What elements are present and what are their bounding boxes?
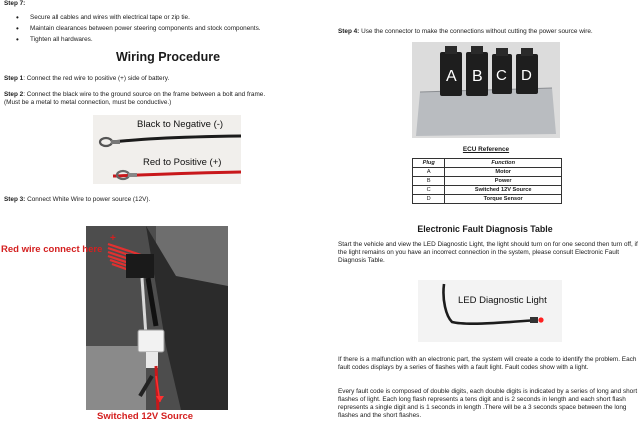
ecu-reference-table: [412, 158, 562, 204]
switched-12v-callout: Switched 12V Source: [97, 411, 194, 422]
fault-code-paragraph: Every fault code is composed of double digits, each double digits is indicated by a series of long and short flashes of light. Each long flash represents a tens digit and is 2 seconds in length and each short flash represents a single digit and is 1 seconds in length .There will be a 3 seconds space between the long flashes and the short flashes.: [338, 388, 638, 419]
plus-marker: +: [110, 233, 116, 244]
plug-cell: D: [413, 195, 445, 204]
ecu-reference-title: ECU Reference: [462, 146, 510, 153]
function-cell: Torque Sensor: [445, 195, 562, 204]
table-row: [413, 186, 562, 195]
step-3-body: Connect White Wire to power source (12V).: [25, 196, 151, 203]
step-3-text: [4, 196, 150, 204]
led-diagnostic-label: LED Diagnostic Light: [458, 295, 547, 306]
table-row: [413, 195, 562, 204]
step-2-body: : Connect the black wire to the ground source on the frame between a bolt and frame.: [23, 91, 266, 98]
step-7-label: Step 7:: [4, 0, 26, 7]
step-1-body: : Connect the red wire to positive (+) side of battery.: [23, 75, 170, 82]
function-cell: Power: [445, 177, 562, 186]
step-2-note: (Must be a metal to metal connection, must be conductive.): [4, 99, 172, 106]
step-4-label: Step 4:: [338, 28, 360, 35]
step-2-text: [4, 91, 324, 107]
table-header-plug: Plug: [413, 159, 445, 168]
list-item: • Tighten all hardwares.: [16, 36, 261, 44]
step-1-label: Step 1: [4, 75, 24, 82]
function-cell: Motor: [445, 168, 562, 177]
red-positive-label: Red to Positive (+): [143, 157, 222, 168]
function-cell: Switched 12V Source: [445, 186, 562, 195]
step-4-body: Use the connector to make the connections without cutting the power source wire.: [359, 28, 593, 35]
list-item: • Maintain clearances between power steering components and stock components.: [16, 25, 261, 33]
step-3-label: Step 3:: [4, 196, 26, 203]
table-header-function: Function: [445, 159, 562, 168]
led-wire-illustration: [418, 280, 562, 342]
connector-letter-a: A: [446, 68, 457, 85]
step-1-text: [4, 75, 169, 83]
connector-letter-d: D: [521, 67, 532, 84]
list-item: • Secure all cables and wires with electrical tape or zip tie.: [16, 14, 261, 22]
table-row: [413, 168, 562, 177]
connector-letter-b: B: [472, 68, 483, 85]
red-wire-callout: Red wire connect here: [1, 244, 103, 255]
ecu-connector-illustration: [412, 42, 560, 138]
step-4-text: [338, 28, 593, 36]
table-row: [413, 177, 562, 186]
wiring-procedure-heading: Wiring Procedure: [115, 50, 221, 64]
fault-diagnosis-heading: Electronic Fault Diagnosis Table: [417, 224, 553, 234]
plug-cell: A: [413, 168, 445, 177]
plug-cell: B: [413, 177, 445, 186]
battery-cables-photo: [93, 115, 241, 184]
plug-cell: C: [413, 186, 445, 195]
connector-letter-c: C: [496, 67, 507, 84]
ecu-connector-photo: [412, 42, 560, 138]
fault-intro-paragraph: Start the vehicle and view the LED Diagnostic Light, the light should turn on for one second then turn off, if the light remains on you have an incorrect connection in the system, please consult Electronic Fault Diagnosis Table.: [338, 241, 638, 264]
led-diagnostic-photo: [418, 280, 562, 342]
wiring-harness-photo: [86, 226, 228, 410]
step-7-bullet-list: [16, 14, 261, 47]
step-2-label: Step 2: [4, 91, 24, 98]
fault-malfunction-paragraph: If there is a malfunction with an electronic part, the system will create a code to identify the problem. Each fault codes displays by a series of flashes with a fault light. Fault codes show with a light.: [338, 356, 637, 371]
black-negative-label: Black to Negative (-): [137, 119, 224, 130]
wiring-harness-illustration: [86, 226, 228, 410]
